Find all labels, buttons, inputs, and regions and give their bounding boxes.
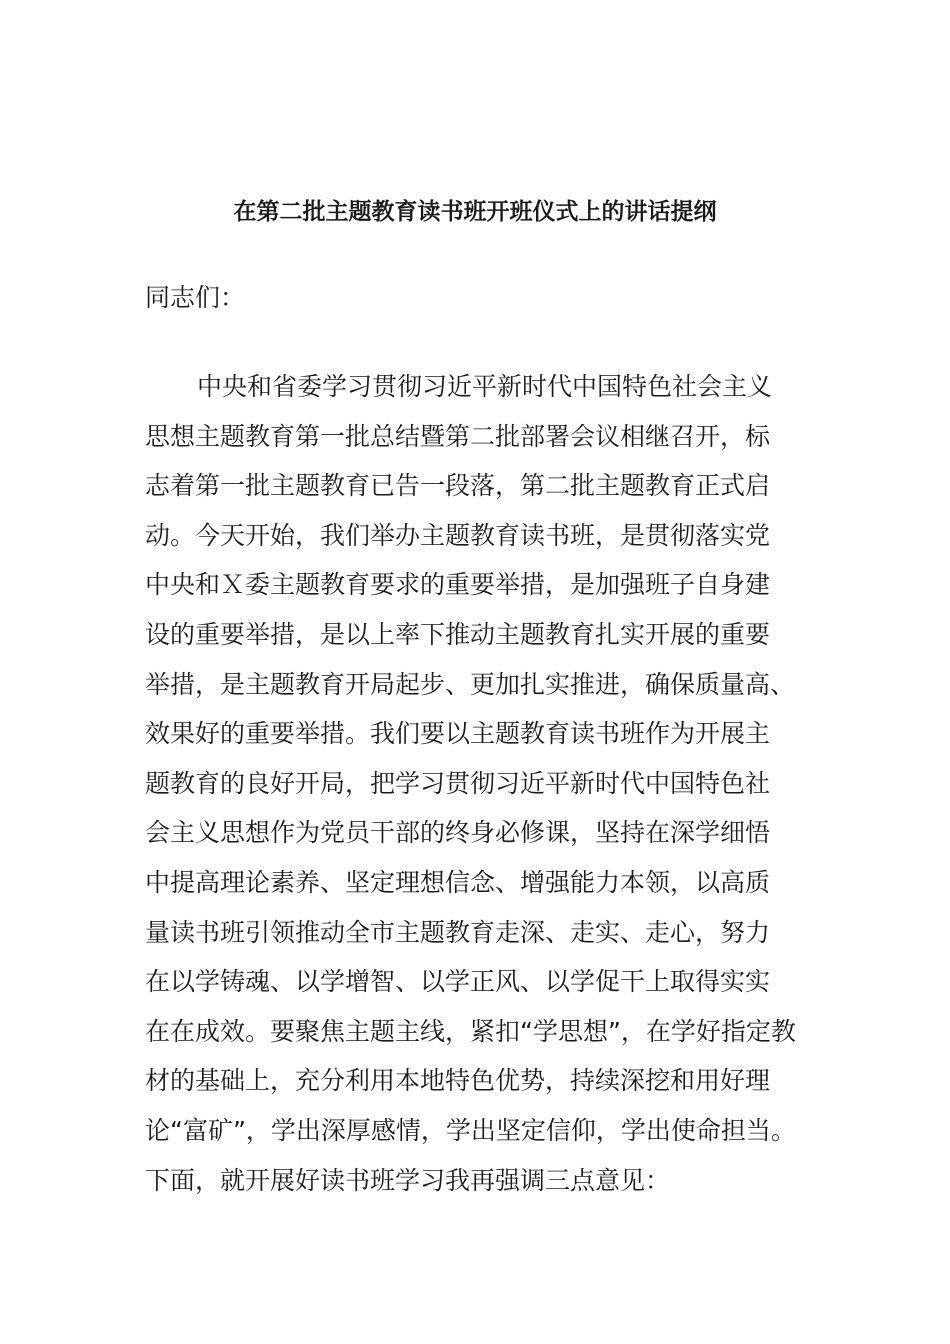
paragraph-line: 举措，是主题教育开局起步、更加扎实推进，确保质量高、 [145,669,796,699]
paragraph-line: 会主义思想作为党员干部的终身必修课，坚持在深学细悟 [145,818,771,848]
paragraph-line: 论“富矿”，学出深厚感情，学出坚定信仰，学出使命担当。 [145,1115,796,1145]
paragraph-line: 中央和Ｘ委主题教育要求的重要举措，是加强班子自身建 [145,570,771,600]
paragraph-line: 志着第一批主题教育已告一段落，第二批主题教育正式启 [145,471,771,501]
paragraph-line: 设的重要举措，是以上率下推动主题教育扎实开展的重要 [145,619,771,649]
paragraph-line: 中提高理论素养、坚定理想信念、增强能力本领，以高质 [145,867,771,897]
paragraph-line: 下面，就开展好读书班学习我再强调三点意见： [145,1165,671,1195]
paragraph-line: 题教育的良好开局，把学习贯彻习近平新时代中国特色社 [145,768,771,798]
paragraph-line: 材的基础上，充分利用本地特色优势，持续深挖和用好理 [145,1066,771,1096]
body-paragraph [145,362,815,1205]
paragraph-line: 在以学铸魂、以学增智、以学正风、以学促干上取得实实 [145,967,771,997]
paragraph-line: 思想主题教育第一批总结暨第二批部署会议相继召开，标 [145,421,771,451]
paragraph-line: 量读书班引领推动全市主题教育走深、走实、走心，努力 [145,917,771,947]
salutation: 同志们： [145,283,246,312]
document-title: 在第二批主题教育读书班开班仪式上的讲话提纲 [233,199,717,225]
paragraph-line: 动。今天开始，我们举办主题教育读书班，是贯彻落实党 [145,520,771,550]
paragraph-line: 在在成效。要聚焦主题主线，紧扣“学思想”，在学好指定教 [145,1016,796,1046]
paragraph-line: 效果好的重要举措。我们要以主题教育读书班作为开展主 [145,719,771,749]
paragraph-line: 中央和省委学习贯彻习近平新时代中国特色社会主义 [197,372,773,401]
